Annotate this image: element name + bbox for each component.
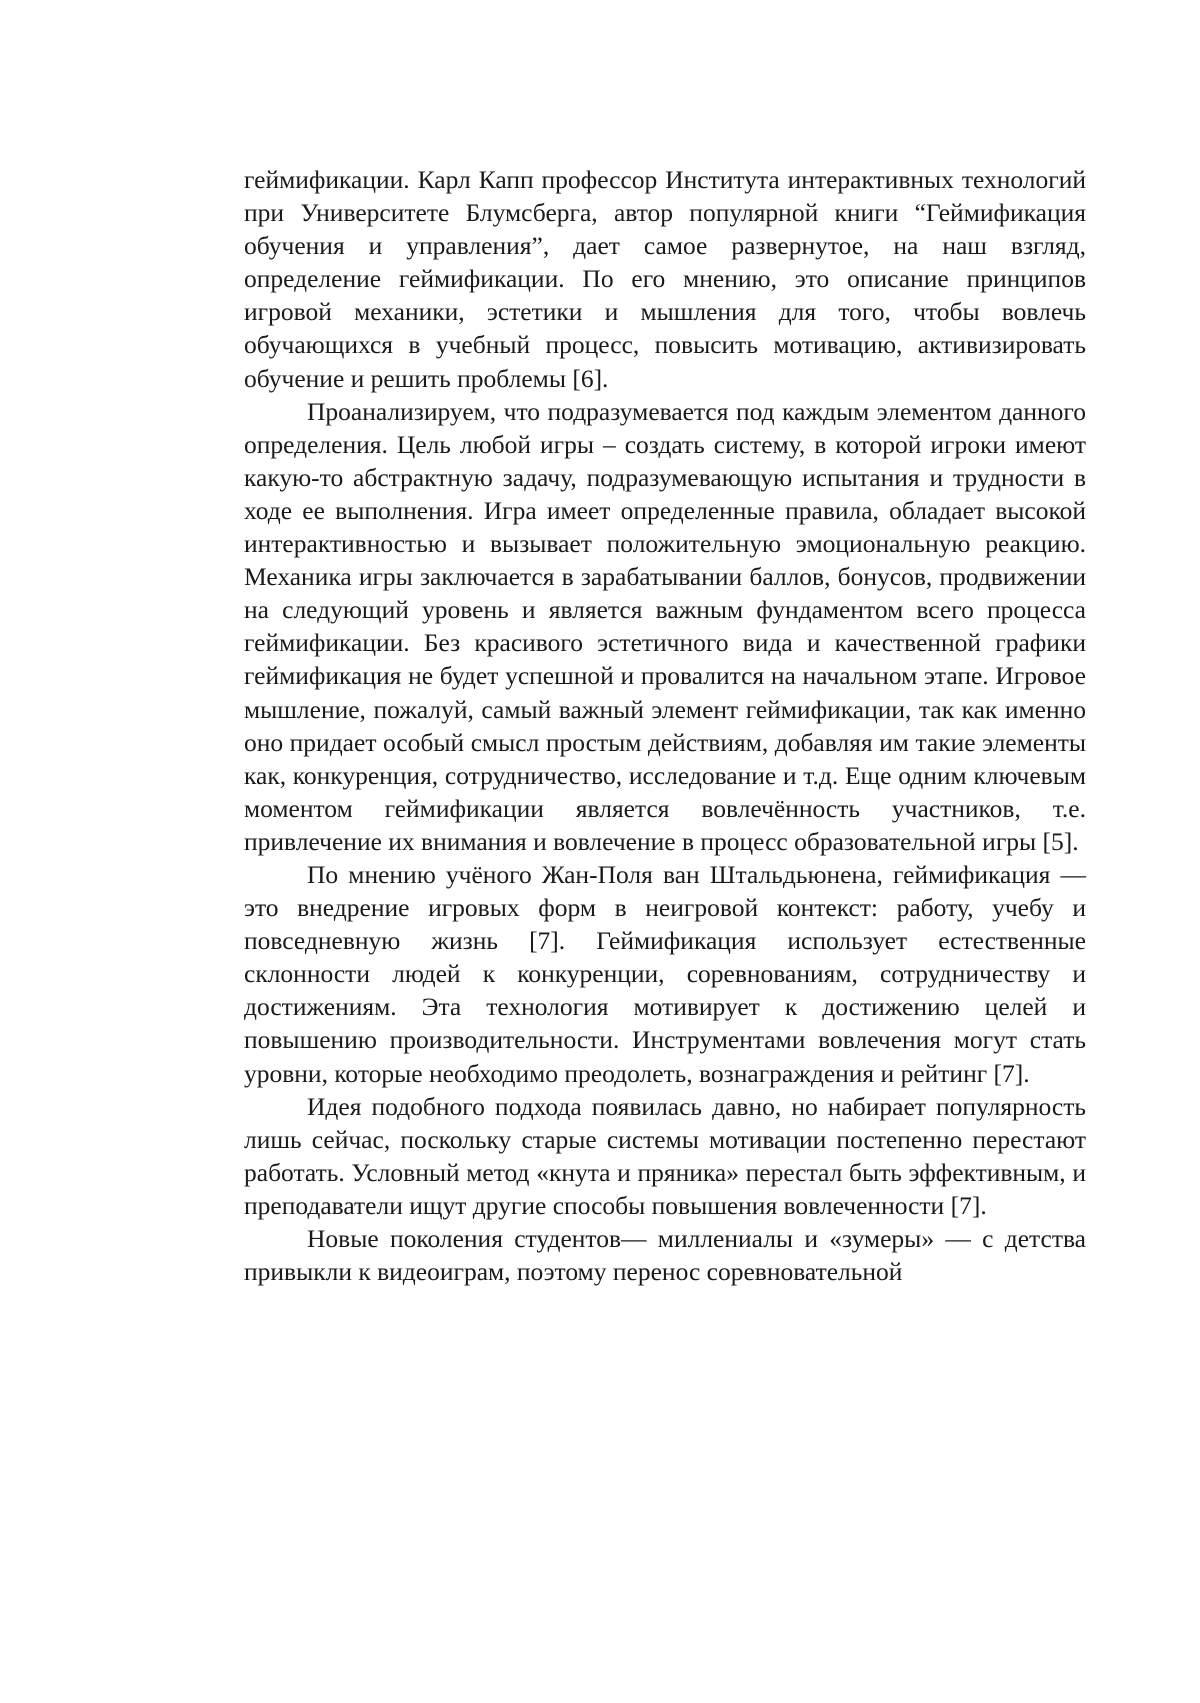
paragraph-1: геймификации. Карл Капп профессор Института интерактивных технологий при Университете Блумсберга, автор популярной книги “Геймификация обучения и управления”, дает самое развернутое, на наш взгляд, определение геймификации. По его мнению, это описание принципов игровой механики, эстетики и мышления для того, чтобы вовлечь обучающихся в учебный процесс, повысить мотивацию, активизировать обучение и решить проблемы [6]. bbox=[244, 163, 1086, 395]
document-page bbox=[0, 0, 1200, 1703]
paragraph-5: Новые поколения студентов— миллениалы и «зумеры» — с детства привыкли к видеоиграм, поэтому перенос соревновательной bbox=[244, 1222, 1086, 1288]
paragraph-2: Проанализируем, что подразумевается под каждым элементом данного определения. Цель любой игры – создать систему, в которой игроки имеют какую-то абстрактную задачу, подразумевающую испытания и трудности в ходе ее выполнения. Игра имеет определенные правила, обладает высокой интерактивностью и вызывает положительную эмоциональную реакцию. Механика игры заключается в зарабатывании баллов, бонусов, продвижении на следующий уровень и является важным фундаментом всего процесса геймификации. Без красивого эстетичного вида и качественной графики геймификация не будет успешной и провалится на начальном этапе. Игровое мышление, пожалуй, самый важный элемент геймификации, так как именно оно придает особый смысл простым действиям, добавляя им такие элементы как, конкуренция, сотрудничество, исследование и т.д. Еще одним ключевым моментом геймификации является вовлечённость участников, т.е. привлечение их внимания и вовлечение в процесс образовательной игры [5]. bbox=[244, 395, 1086, 858]
paragraph-3: По мнению учёного Жан-Поля ван Штальдьюнена, геймификация — это внедрение игровых форм в неигровой контекст: работу, учебу и повседневную жизнь [7]. Геймификация использует естественные склонности людей к конкуренции, соревнованиям, сотрудничеству и достижениям. Эта технология мотивирует к достижению целей и повышению производительности. Инструментами вовлечения могут стать уровни, которые необходимо преодолеть, вознаграждения и рейтинг [7]. bbox=[244, 858, 1086, 1090]
body-text bbox=[244, 163, 1086, 1288]
paragraph-4: Идея подобного подхода появилась давно, но набирает популярность лишь сейчас, поскольку старые системы мотивации постепенно перестают работать. Условный метод «кнута и пряника» перестал быть эффективным, и преподаватели ищут другие способы повышения вовлеченности [7]. bbox=[244, 1090, 1086, 1222]
